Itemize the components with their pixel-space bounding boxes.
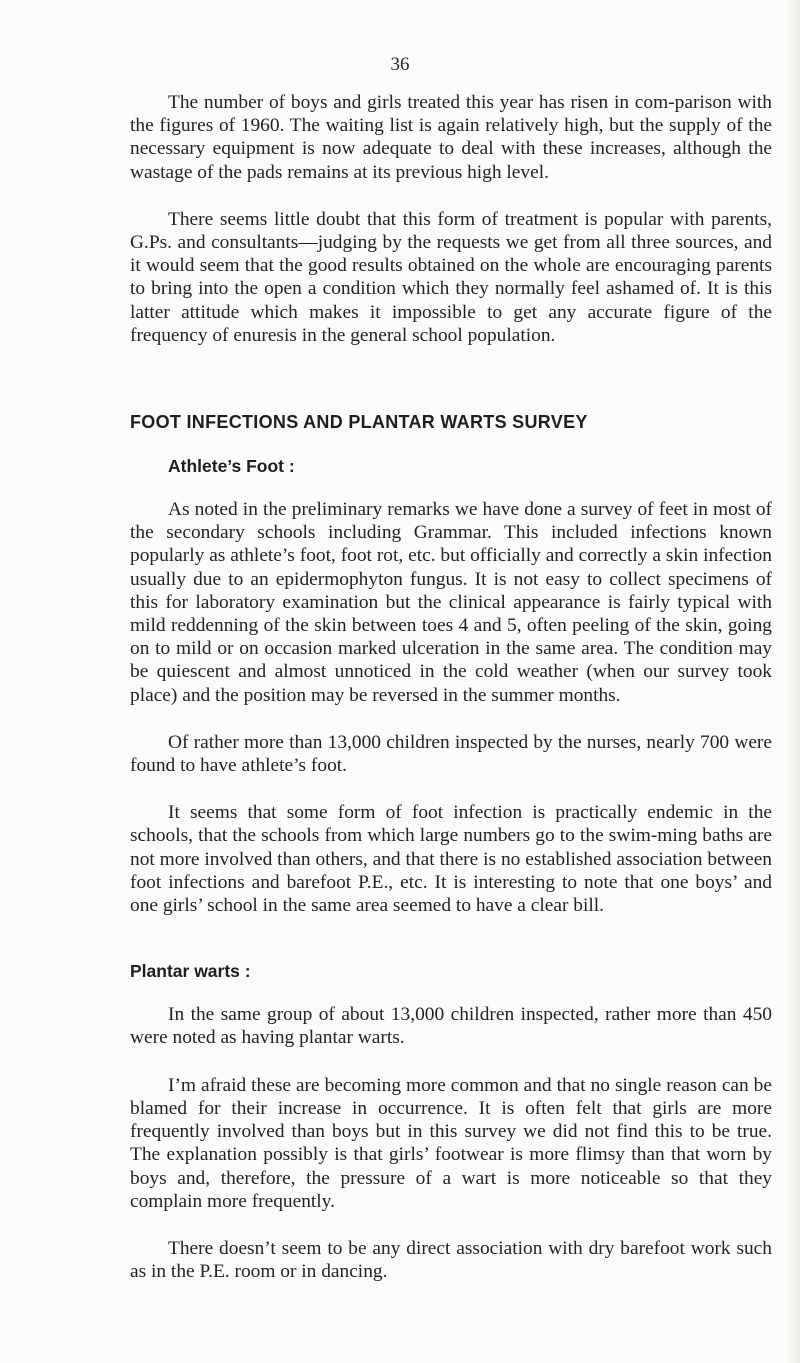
plantar-warts-paragraph-2: I’m afraid these are becoming more common and that no single reason can be blamed for their increase in occurrence. It is often felt that girls are more frequently involved than boys but in this survey we did not find this to be true. The explanation possibly is that girls’ footwear is more flimsy than that worn by boys and, therefore, the pressure of a wart is more noticeable so that they complain more frequently. xyxy=(130,1074,772,1212)
page-edge-shadow xyxy=(786,0,800,1363)
plantar-warts-paragraph-3: There doesn’t seem to be any direct association with dry barefoot work such as in the P.E. room or in dancing. xyxy=(130,1237,772,1283)
intro-paragraph-1: The number of boys and girls treated this year has risen in com-parison with the figures of 1960. The waiting list is again relatively high, but the supply of the necessary equipment is now adequate to deal with these increases, although the wastage of the pads remains at its previous high level. xyxy=(130,92,772,183)
athletes-foot-subheading: Athlete’s Foot : xyxy=(168,456,295,477)
plantar-warts-paragraph-1: In the same group of about 13,000 children inspected, rather more than 450 were noted as having plantar warts. xyxy=(130,1004,772,1049)
section-heading: FOOT INFECTIONS AND PLANTAR WARTS SURVEY xyxy=(130,412,588,433)
page-content xyxy=(130,91,772,1283)
athletes-foot-paragraph-3: It seems that some form of foot infection is practically endemic in the schools, that the schools from which large numbers go to the swim-ming baths are not more involved than others, and that there is no established association between foot infections and barefoot P.E., etc. It is interesting to note that one boys’ and one girls’ school in the same area seemed to have a clear bill. xyxy=(130,802,772,917)
athletes-foot-paragraph-2: Of rather more than 13,000 children inspected by the nurses, nearly 700 were found to have athlete’s foot. xyxy=(130,731,772,777)
athletes-foot-paragraph-1: As noted in the preliminary remarks we have done a survey of feet in most of the secondary schools including Grammar. This included infections known popularly as athlete’s foot, foot rot, etc. but officially and correctly a skin infection usually due to an epidermophyton fungus. It is not easy to collect specimens of this for laboratory examination but the clinical appearance is fairly typical with mild reddenning of the skin between toes 4 and 5, often peeling of the skin, going on to mild or on occasion marked ulceration in the same area. The condition may be quiescent and almost unnoticed in the cold weather (when our survey took place) and the position may be reversed in the summer months. xyxy=(130,499,772,706)
page-number: 36 xyxy=(390,54,410,75)
plantar-warts-subheading: Plantar warts : xyxy=(130,961,251,982)
intro-paragraph-2: There seems little doubt that this form of treatment is popular with parents, G.Ps. and consultants—judging by the requests we get from all three sources, and it would seem that the good results obtained on the whole are encouraging parents to bring into the open a condition which they normally feel ashamed of. It is this latter attitude which makes it impossible to get any accurate figure of the frequency of enuresis in the general school population. xyxy=(130,208,772,346)
